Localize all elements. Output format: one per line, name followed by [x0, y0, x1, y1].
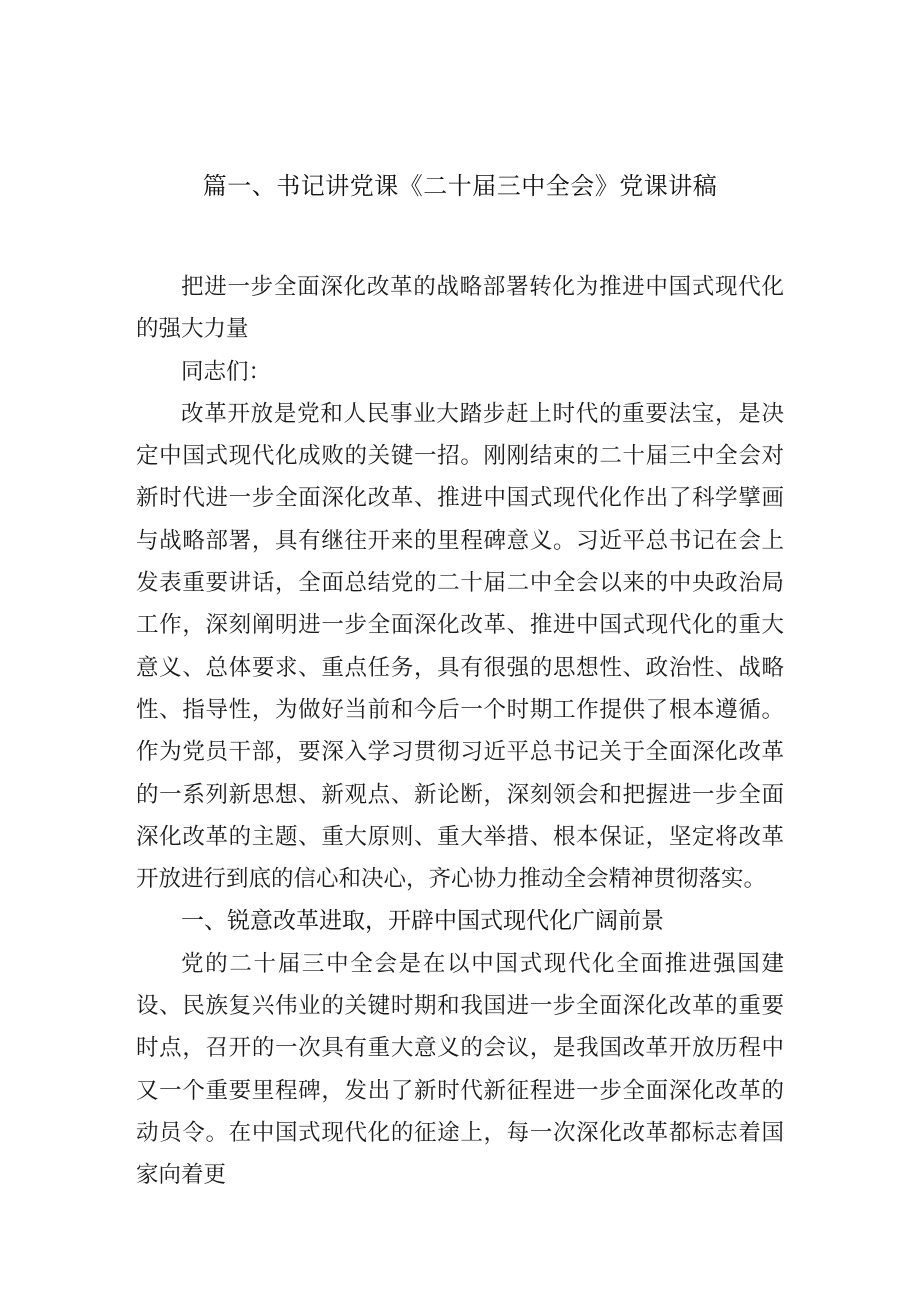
document-title: 篇一、书记讲党课《二十届三中全会》党课讲稿 [202, 172, 718, 200]
paragraph-intro: 改革开放是党和人民事业大踏步赶上时代的重要法宝，是决定中国式现代化成败的关键一招。刚刚结束的二十届三中全会对新时代进一步全面深化改革、推进中国式现代化作出了科学擘画与战略部署，具有继往开来的里程碑意义。习近平总书记在会上发表重要讲话，全面总结党的二十届二中全会以来的中央政治局工作，深刻阐明进一步全面深化改革、推进中国式现代化的重大意义、总体要求、重点任务，具有很强的思想性、政治性、战略性、指导性，为做好当前和今后一个时期工作提供了根本遵循。作为党员干部，要深入学习贯彻习近平总书记关于全面深化改革的一系列新思想、新观点、新论断，深刻领会和把握进一步全面深化改革的主题、重大原则、重大举措、根本保证，坚定将改革开放进行到底的信心和决心，齐心协力推动全会精神贯彻落实。 [136, 400, 784, 893]
speech-subtitle: 把进一步全面深化改革的战略部署转化为推进中国式现代化的强大力量 [136, 274, 784, 343]
greeting: 同志们： [181, 358, 272, 385]
paragraph-section-1: 党的二十届三中全会是在以中国式现代化全面推进强国建设、民族复兴伟业的关键时期和我国进一步全面深化改革的重要时点，召开的一次具有重大意义的会议，是我国改革开放历程中又一个重要里程碑，发出了新时代新征程进一步全面深化改革的动员令。在中国式现代化的征途上，每一次深化改革都标志着国家向着更 [136, 950, 784, 1189]
document-body [136, 266, 784, 1197]
section-heading-1: 一、锐意改革进取，开辟中国式现代化广阔前景 [181, 908, 664, 935]
